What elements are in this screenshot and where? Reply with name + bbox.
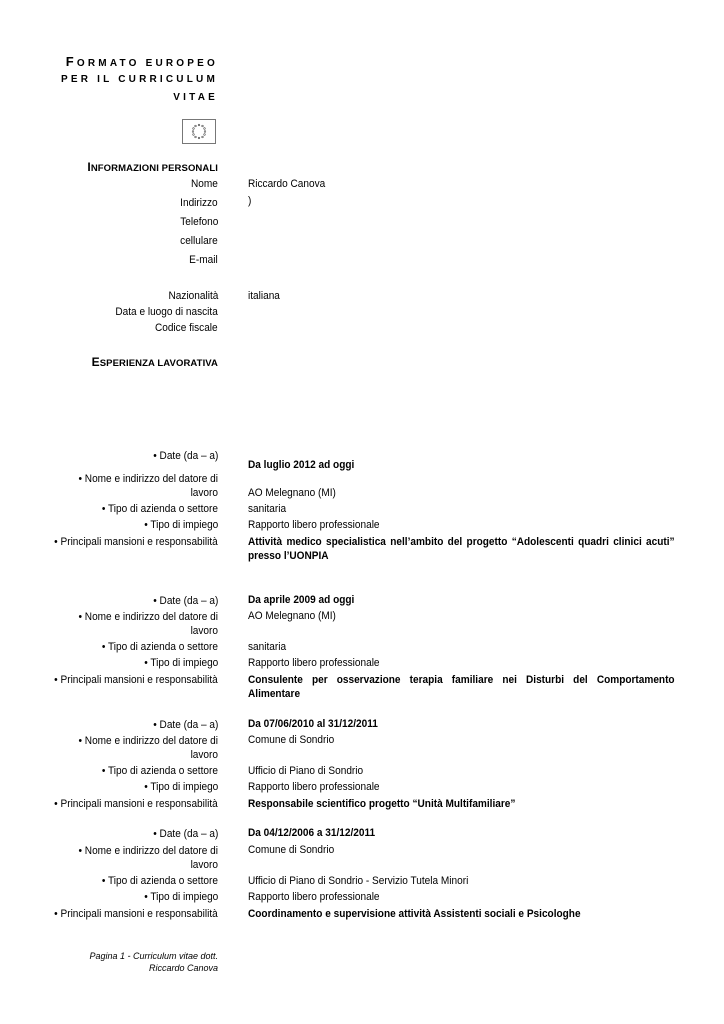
entry-1-date: Da luglio 2012 ad oggi (248, 459, 355, 471)
label-duties: • Principali mansioni e responsabilità (54, 908, 218, 920)
entry-2-employer: AO Melegnano (MI) (248, 610, 336, 622)
label-employer: • Nome e indirizzo del datore di lavoro (78, 735, 218, 761)
label-duties: • Principali mansioni e responsabilità (54, 536, 218, 548)
label-type: • Tipo di impiego (143, 781, 218, 793)
label-employer: • Nome e indirizzo del datore di lavoro (78, 845, 218, 871)
label-duties: • Principali mansioni e responsabilità (54, 674, 218, 686)
entry-3-date: Da 07/06/2010 al 31/12/2011 (248, 718, 378, 730)
entry-2-duties: Consulente per osservazione terapia familiare nei Disturbi del Comportamento Alimentare (248, 674, 675, 700)
cv-title-line-2: PER IL CURRICULUM (61, 74, 218, 85)
label-nome: Nome (191, 178, 218, 190)
entry-4-type: Rapporto libero professionale (248, 891, 380, 903)
label-date: • Date (da – a) (152, 719, 218, 731)
entry-4-date: Da 04/12/2006 a 31/12/2011 (248, 827, 376, 839)
label-date: • Date (da – a) (152, 828, 218, 840)
entry-2-type: Rapporto libero professionale (248, 657, 380, 669)
entry-1-duties: Attività medico specialistica nell’ambito del progetto “Adolescenti quadri clinici acuti” presso l’UONPIA (248, 536, 675, 562)
value-nome: Riccardo Canova (248, 178, 326, 190)
eu-flag-icon (182, 119, 216, 144)
label-nazionalita: Nazionalità (168, 290, 218, 302)
label-employer: • Nome e indirizzo del datore di lavoro (78, 473, 218, 499)
section-heading-personal-info: INFORMAZIONI PERSONALI (87, 160, 218, 174)
entry-2-date: Da aprile 2009 ad oggi (248, 594, 355, 606)
label-sector: • Tipo di azienda o settore (101, 875, 218, 887)
label-telefono: Telefono (179, 216, 218, 228)
entry-1-sector: sanitaria (248, 503, 287, 515)
label-date: • Date (da – a) (152, 450, 218, 462)
entry-3-duties: Responsabile scientifico progetto “Unità Multifamiliare” (248, 798, 516, 810)
value-nazionalita: italiana (248, 290, 280, 302)
section-heading-work-experience: ESPERIENZA LAVORATIVA (91, 355, 218, 369)
entry-3-employer: Comune di Sondrio (248, 734, 335, 746)
cv-title-line-3: VITAE (173, 92, 218, 103)
label-type: • Tipo di impiego (143, 519, 218, 531)
entry-4-duties: Coordinamento e supervisione attività Assistenti sociali e Psicologhe (248, 908, 581, 920)
page-footer: Pagina 1 - Curriculum vitae dott. Riccardo Canova (89, 951, 218, 973)
entry-1-type: Rapporto libero professionale (248, 519, 380, 531)
entry-1-employer: AO Melegnano (MI) (248, 487, 336, 499)
entry-3-sector: Ufficio di Piano di Sondrio (248, 765, 364, 777)
value-indirizzo: ) (248, 195, 252, 207)
entry-2-sector: sanitaria (248, 641, 287, 653)
entry-4-employer: Comune di Sondrio (248, 844, 335, 856)
label-date: • Date (da – a) (152, 595, 218, 607)
label-cellulare: cellulare (180, 235, 218, 247)
cv-title-line-1: FORMATO EUROPEO (65, 54, 218, 69)
entry-4-sector: Ufficio di Piano di Sondrio - Servizio Tutela Minori (248, 875, 469, 887)
label-employer: • Nome e indirizzo del datore di lavoro (78, 611, 218, 637)
label-type: • Tipo di impiego (143, 891, 218, 903)
label-sector: • Tipo di azienda o settore (101, 641, 218, 653)
label-type: • Tipo di impiego (143, 657, 218, 669)
label-data-luogo-nascita: Data e luogo di nascita (115, 306, 218, 318)
label-email: E-mail (189, 254, 218, 266)
label-indirizzo: Indirizzo (180, 197, 218, 209)
entry-3-type: Rapporto libero professionale (248, 781, 380, 793)
label-duties: • Principali mansioni e responsabilità (54, 798, 218, 810)
label-sector: • Tipo di azienda o settore (101, 765, 218, 777)
label-codice-fiscale: Codice fiscale (155, 322, 218, 334)
label-sector: • Tipo di azienda o settore (101, 503, 218, 515)
